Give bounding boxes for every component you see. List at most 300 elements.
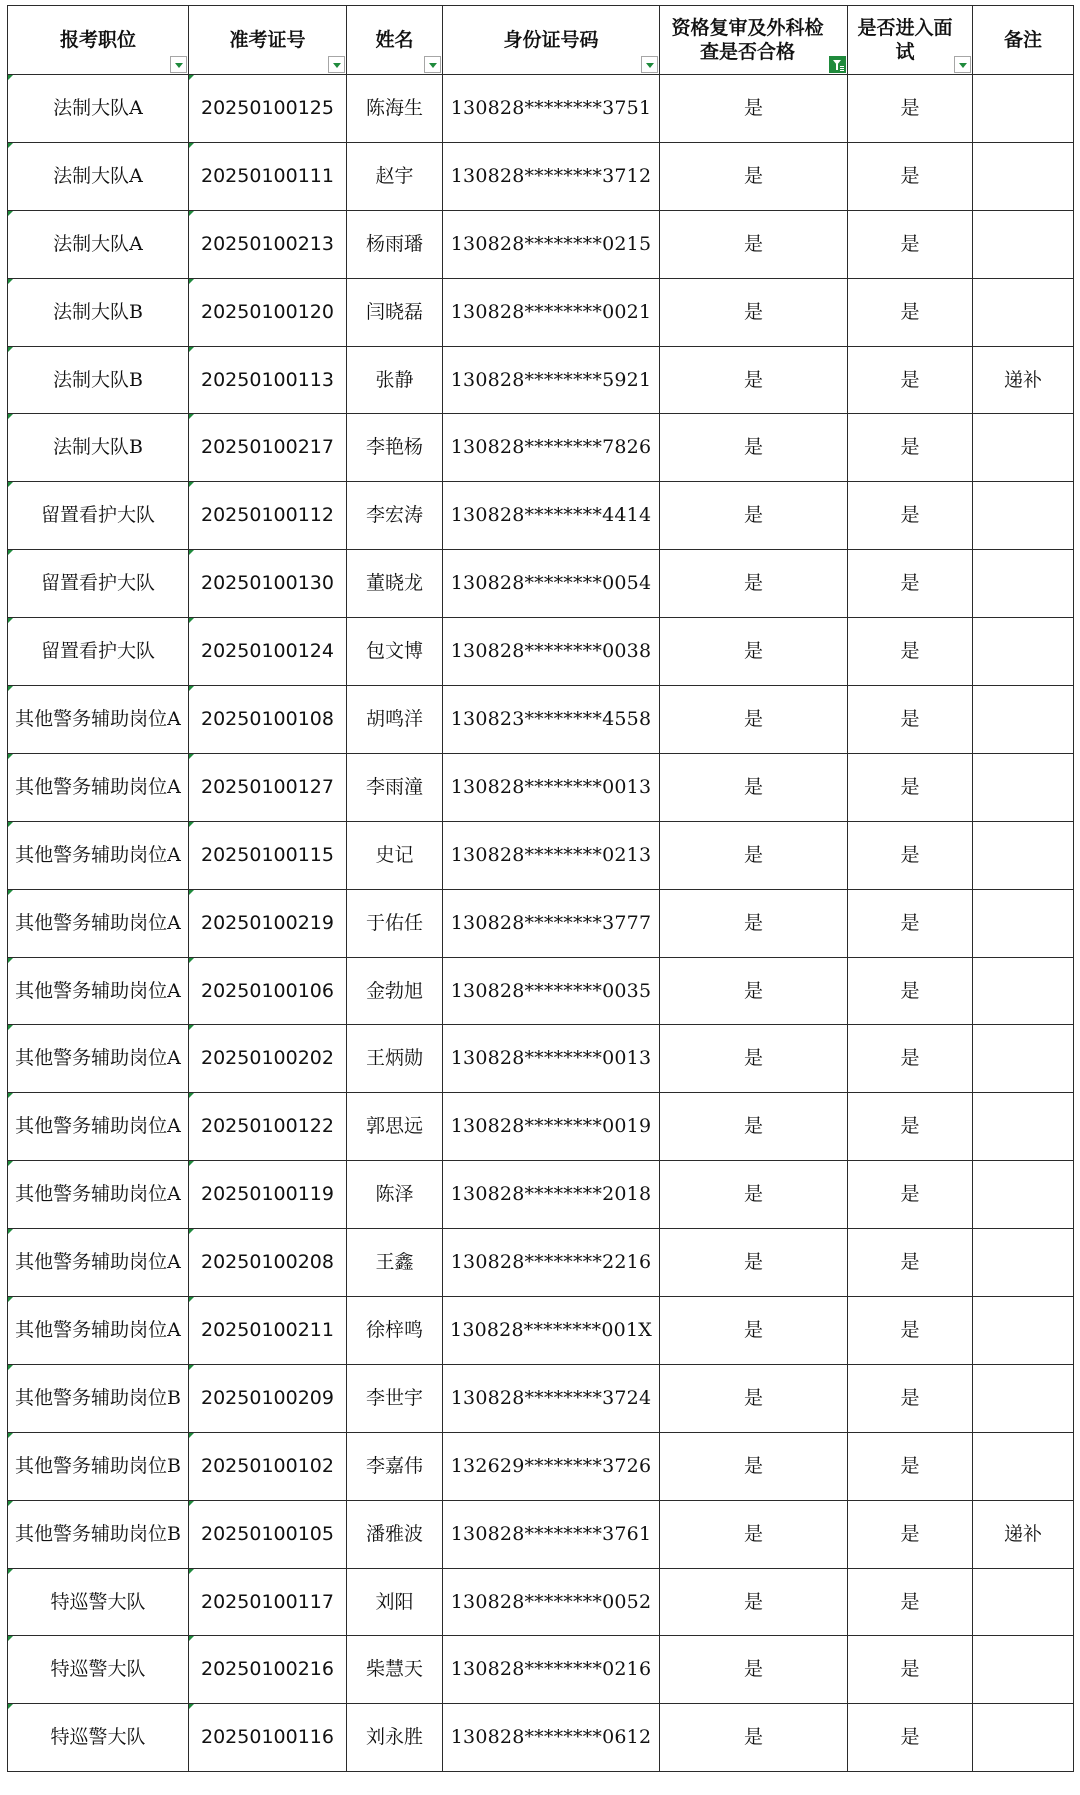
cell-id-no-text: 130828********0216 <box>450 1658 652 1681</box>
cell-qualified-text: 是 <box>743 775 763 798</box>
cell-name[interactable] <box>347 1568 443 1636</box>
cell-post[interactable] <box>8 1500 189 1568</box>
spreadsheet <box>7 5 1073 1791</box>
cell-name[interactable] <box>347 1297 443 1365</box>
cell-note[interactable] <box>973 1364 1074 1432</box>
cell-interview[interactable] <box>848 482 973 550</box>
filter-active-icon[interactable] <box>829 56 846 73</box>
cell-interview[interactable] <box>848 957 973 1025</box>
cell-name[interactable] <box>347 957 443 1025</box>
cell-qualified-text: 是 <box>743 300 763 323</box>
cell-post-text: 法制大队A <box>53 164 143 187</box>
error-indicator-icon <box>8 1161 13 1166</box>
cell-id-no-text: 130828********0021 <box>450 300 652 323</box>
cell-exam-no-text: 20250100113 <box>201 368 334 391</box>
cell-id-no-text: 130828********001X <box>450 1318 652 1341</box>
cell-name-text: 陈海生 <box>365 96 423 119</box>
cell-post[interactable] <box>8 1297 189 1365</box>
error-indicator-icon <box>189 1297 194 1302</box>
header-id-no-label: 身份证号码 <box>503 29 599 51</box>
cell-name[interactable] <box>347 414 443 482</box>
cell-name[interactable] <box>347 1704 443 1772</box>
cell-post[interactable] <box>8 1025 189 1093</box>
cell-post[interactable] <box>8 1364 189 1432</box>
cell-exam-no-text: 20250100213 <box>201 232 334 255</box>
cell-post[interactable] <box>8 1432 189 1500</box>
cell-note[interactable] <box>973 278 1074 346</box>
cell-post[interactable] <box>8 821 189 889</box>
cell-post[interactable] <box>8 686 189 754</box>
cell-note[interactable] <box>973 1704 1074 1772</box>
header-exam-no-label: 准考证号 <box>229 29 306 51</box>
cell-exam-no[interactable] <box>189 686 347 754</box>
cell-name-text: 张静 <box>375 368 414 391</box>
cell-interview[interactable] <box>848 1636 973 1704</box>
cell-note[interactable] <box>973 889 1074 957</box>
cell-post[interactable] <box>8 1568 189 1636</box>
cell-name-text: 赵宇 <box>375 164 414 187</box>
table-row <box>8 210 1074 278</box>
cell-exam-no-text: 20250100127 <box>201 775 334 798</box>
cell-interview-text: 是 <box>900 1726 920 1749</box>
cell-id-no[interactable] <box>443 210 660 278</box>
cell-exam-no-text: 20250100120 <box>201 300 334 323</box>
cell-interview[interactable] <box>848 1364 973 1432</box>
table-row <box>8 957 1074 1025</box>
cell-interview[interactable] <box>848 414 973 482</box>
cell-interview[interactable] <box>848 1500 973 1568</box>
cell-exam-no[interactable] <box>189 753 347 821</box>
error-indicator-icon <box>189 686 194 691</box>
cell-exam-no[interactable] <box>189 1229 347 1297</box>
cell-interview[interactable] <box>848 821 973 889</box>
cell-exam-no[interactable] <box>189 1568 347 1636</box>
cell-note[interactable] <box>973 1025 1074 1093</box>
cell-exam-no[interactable] <box>189 346 347 414</box>
cell-name-text: 柴慧天 <box>365 1658 423 1681</box>
cell-id-no[interactable] <box>443 1432 660 1500</box>
cell-post-text: 其他警务辅助岗位A <box>15 979 181 1002</box>
cell-id-no[interactable] <box>443 414 660 482</box>
cell-id-no-text: 130828********4414 <box>450 504 652 527</box>
cell-id-no-text: 130828********0054 <box>450 572 652 595</box>
cell-name[interactable] <box>347 686 443 754</box>
cell-qualified[interactable] <box>660 957 848 1025</box>
cell-note[interactable] <box>973 821 1074 889</box>
cell-qualified[interactable] <box>660 346 848 414</box>
cell-qualified[interactable] <box>660 686 848 754</box>
cell-qualified[interactable] <box>660 278 848 346</box>
cell-note[interactable] <box>973 142 1074 210</box>
cell-post-text: 特巡警大队 <box>50 1658 146 1681</box>
table-row <box>8 1364 1074 1432</box>
cell-interview-text: 是 <box>900 436 920 459</box>
cell-qualified-text: 是 <box>743 1726 763 1749</box>
cell-qualified[interactable] <box>660 1093 848 1161</box>
cell-exam-no-text: 20250100102 <box>201 1454 334 1477</box>
cell-qualified[interactable] <box>660 1432 848 1500</box>
cell-interview[interactable] <box>848 1297 973 1365</box>
cell-interview-text: 是 <box>900 1658 920 1681</box>
cell-exam-no-text: 20250100209 <box>201 1386 334 1409</box>
cell-post[interactable] <box>8 210 189 278</box>
cell-name-text: 陈泽 <box>375 1183 414 1206</box>
candidate-table <box>7 5 1074 1772</box>
cell-id-no[interactable] <box>443 1568 660 1636</box>
cell-name[interactable] <box>347 618 443 686</box>
filter-dropdown-icon[interactable] <box>424 56 441 73</box>
cell-id-no[interactable] <box>443 821 660 889</box>
cell-exam-no[interactable] <box>189 1500 347 1568</box>
table-row <box>8 618 1074 686</box>
cell-note[interactable] <box>973 957 1074 1025</box>
cell-id-no-text: 130828********0612 <box>450 1726 652 1749</box>
cell-name[interactable] <box>347 550 443 618</box>
cell-exam-no[interactable] <box>189 75 347 143</box>
cell-post[interactable] <box>8 889 189 957</box>
cell-id-no[interactable] <box>443 1161 660 1229</box>
cell-note-text: 递补 <box>1003 368 1042 391</box>
error-indicator-icon <box>8 414 13 419</box>
cell-note[interactable] <box>973 75 1074 143</box>
cell-interview-text: 是 <box>900 1386 920 1409</box>
cell-id-no-text: 132629********3726 <box>450 1454 652 1477</box>
table-row <box>8 1229 1074 1297</box>
cell-id-no[interactable] <box>443 1229 660 1297</box>
cell-post[interactable] <box>8 957 189 1025</box>
cell-post[interactable] <box>8 142 189 210</box>
cell-name[interactable] <box>347 482 443 550</box>
cell-note[interactable] <box>973 482 1074 550</box>
cell-name[interactable] <box>347 1161 443 1229</box>
error-indicator-icon <box>8 1636 13 1641</box>
cell-id-no[interactable] <box>443 1704 660 1772</box>
error-indicator-icon <box>189 1636 194 1641</box>
cell-name[interactable] <box>347 889 443 957</box>
error-indicator-icon <box>8 958 13 963</box>
cell-note[interactable] <box>973 1568 1074 1636</box>
cell-id-no[interactable] <box>443 1297 660 1365</box>
cell-id-no[interactable] <box>443 1025 660 1093</box>
error-indicator-icon <box>189 958 194 963</box>
table-body <box>8 75 1074 1772</box>
cell-qualified-text: 是 <box>743 1658 763 1681</box>
error-indicator-icon <box>8 75 13 80</box>
cell-note[interactable] <box>973 346 1074 414</box>
cell-post[interactable] <box>8 482 189 550</box>
cell-qualified[interactable] <box>660 618 848 686</box>
cell-name[interactable] <box>347 1025 443 1093</box>
cell-exam-no-text: 20250100216 <box>201 1658 334 1681</box>
cell-note[interactable] <box>973 210 1074 278</box>
cell-exam-no-text: 20250100116 <box>201 1726 334 1749</box>
header-post <box>8 6 189 75</box>
error-indicator-icon <box>189 754 194 759</box>
cell-name[interactable] <box>347 210 443 278</box>
cell-name-text: 于佑任 <box>365 911 423 934</box>
cell-exam-no[interactable] <box>189 821 347 889</box>
cell-qualified[interactable] <box>660 821 848 889</box>
cell-note[interactable] <box>973 550 1074 618</box>
cell-note[interactable] <box>973 1093 1074 1161</box>
cell-post-text: 法制大队B <box>53 300 143 323</box>
cell-exam-no[interactable] <box>189 210 347 278</box>
cell-post[interactable] <box>8 1161 189 1229</box>
cell-id-no[interactable] <box>443 957 660 1025</box>
table-row <box>8 1568 1074 1636</box>
cell-exam-no[interactable] <box>189 1364 347 1432</box>
cell-exam-no-text: 20250100219 <box>201 911 334 934</box>
cell-qualified[interactable] <box>660 1704 848 1772</box>
cell-exam-no[interactable] <box>189 889 347 957</box>
cell-id-no-text: 130828********2216 <box>450 1251 652 1274</box>
cell-exam-no[interactable] <box>189 1093 347 1161</box>
cell-name-text: 包文博 <box>365 640 423 663</box>
cell-name[interactable] <box>347 1500 443 1568</box>
cell-post[interactable] <box>8 618 189 686</box>
cell-interview[interactable] <box>848 75 973 143</box>
cell-exam-no[interactable] <box>189 550 347 618</box>
cell-interview[interactable] <box>848 618 973 686</box>
cell-exam-no[interactable] <box>189 1432 347 1500</box>
cell-id-no[interactable] <box>443 1636 660 1704</box>
cell-post[interactable] <box>8 414 189 482</box>
cell-qualified[interactable] <box>660 550 848 618</box>
cell-post-text: 其他警务辅助岗位A <box>15 775 181 798</box>
cell-exam-no-text: 20250100217 <box>201 436 334 459</box>
cell-interview-text: 是 <box>900 843 920 866</box>
cell-post[interactable] <box>8 278 189 346</box>
cell-name-text: 闫晓磊 <box>365 300 423 323</box>
cell-interview[interactable] <box>848 753 973 821</box>
header-exam-no <box>189 6 347 75</box>
cell-interview[interactable] <box>848 1568 973 1636</box>
cell-interview[interactable] <box>848 1025 973 1093</box>
cell-qualified[interactable] <box>660 75 848 143</box>
cell-note[interactable] <box>973 1432 1074 1500</box>
cell-note[interactable] <box>973 1500 1074 1568</box>
cell-id-no-text: 130828********0052 <box>450 1590 652 1613</box>
cell-id-no-text: 130828********0019 <box>450 1115 652 1138</box>
cell-interview-text: 是 <box>900 1454 920 1477</box>
cell-note[interactable] <box>973 753 1074 821</box>
cell-name-text: 李宏涛 <box>365 504 423 527</box>
cell-id-no-text: 130823********4558 <box>450 707 652 730</box>
header-name-label: 姓名 <box>375 29 414 51</box>
cell-name[interactable] <box>347 1432 443 1500</box>
cell-id-no[interactable] <box>443 75 660 143</box>
cell-interview[interactable] <box>848 1093 973 1161</box>
cell-interview[interactable] <box>848 210 973 278</box>
cell-interview[interactable] <box>848 1704 973 1772</box>
cell-exam-no[interactable] <box>189 1025 347 1093</box>
cell-interview-text: 是 <box>900 164 920 187</box>
cell-name-text: 史记 <box>375 843 414 866</box>
cell-id-no-text: 130828********3724 <box>450 1386 652 1409</box>
cell-name-text: 王鑫 <box>375 1251 414 1274</box>
cell-qualified-text: 是 <box>743 979 763 1002</box>
cell-id-no-text: 130828********2018 <box>450 1183 652 1206</box>
cell-interview[interactable] <box>848 1432 973 1500</box>
cell-note[interactable] <box>973 686 1074 754</box>
cell-exam-no[interactable] <box>189 1704 347 1772</box>
cell-qualified-text: 是 <box>743 640 763 663</box>
cell-note[interactable] <box>973 414 1074 482</box>
cell-id-no[interactable] <box>443 1364 660 1432</box>
cell-post[interactable] <box>8 1704 189 1772</box>
cell-qualified[interactable] <box>660 142 848 210</box>
cell-post[interactable] <box>8 753 189 821</box>
cell-id-no[interactable] <box>443 618 660 686</box>
error-indicator-icon <box>189 1501 194 1506</box>
cell-name-text: 胡鸣洋 <box>365 707 423 730</box>
cell-qualified[interactable] <box>660 889 848 957</box>
cell-exam-no-text: 20250100122 <box>201 1115 334 1138</box>
cell-post[interactable] <box>8 1229 189 1297</box>
filter-dropdown-icon[interactable] <box>954 56 971 73</box>
table-row <box>8 1432 1074 1500</box>
cell-id-no-text: 130828********5921 <box>450 368 652 391</box>
cell-name[interactable] <box>347 1364 443 1432</box>
cell-post[interactable] <box>8 1093 189 1161</box>
cell-qualified[interactable] <box>660 1636 848 1704</box>
table-row <box>8 686 1074 754</box>
error-indicator-icon <box>8 279 13 284</box>
cell-interview[interactable] <box>848 686 973 754</box>
cell-qualified-text: 是 <box>743 911 763 934</box>
header-qualified-label: 资格复审及外科检查是否合格 <box>671 17 824 63</box>
cell-id-no[interactable] <box>443 550 660 618</box>
cell-exam-no[interactable] <box>189 1636 347 1704</box>
filter-dropdown-icon[interactable] <box>641 56 658 73</box>
cell-qualified-text: 是 <box>743 96 763 119</box>
cell-exam-no[interactable] <box>189 482 347 550</box>
cell-interview[interactable] <box>848 1229 973 1297</box>
cell-post[interactable] <box>8 346 189 414</box>
cell-id-no[interactable] <box>443 1093 660 1161</box>
cell-interview-text: 是 <box>900 979 920 1002</box>
cell-id-no-text: 130828********0013 <box>450 775 652 798</box>
cell-exam-no[interactable] <box>189 278 347 346</box>
cell-name[interactable] <box>347 1636 443 1704</box>
cell-exam-no[interactable] <box>189 957 347 1025</box>
cell-name[interactable] <box>347 821 443 889</box>
cell-exam-no[interactable] <box>189 618 347 686</box>
error-indicator-icon <box>8 822 13 827</box>
cell-exam-no-text: 20250100115 <box>201 843 334 866</box>
cell-qualified[interactable] <box>660 1161 848 1229</box>
error-indicator-icon <box>8 686 13 691</box>
cell-id-no[interactable] <box>443 1500 660 1568</box>
error-indicator-icon <box>189 1161 194 1166</box>
cell-exam-no[interactable] <box>189 142 347 210</box>
cell-name-text: 刘永胜 <box>365 1726 423 1749</box>
cell-qualified[interactable] <box>660 1229 848 1297</box>
table-row <box>8 1636 1074 1704</box>
cell-qualified[interactable] <box>660 1500 848 1568</box>
cell-note[interactable] <box>973 1229 1074 1297</box>
cell-interview[interactable] <box>848 550 973 618</box>
cell-note[interactable] <box>973 618 1074 686</box>
cell-interview[interactable] <box>848 142 973 210</box>
cell-interview-text: 是 <box>900 1251 920 1274</box>
cell-id-no[interactable] <box>443 482 660 550</box>
cell-name[interactable] <box>347 753 443 821</box>
header-id-no <box>443 6 660 75</box>
cell-note[interactable] <box>973 1297 1074 1365</box>
error-indicator-icon <box>189 75 194 80</box>
table-row <box>8 278 1074 346</box>
cell-interview[interactable] <box>848 346 973 414</box>
header-interview-label: 是否进入面试 <box>857 17 953 63</box>
cell-post-text: 法制大队A <box>53 96 143 119</box>
cell-note[interactable] <box>973 1636 1074 1704</box>
cell-qualified-text: 是 <box>743 1251 763 1274</box>
cell-qualified[interactable] <box>660 1025 848 1093</box>
error-indicator-icon <box>189 890 194 895</box>
error-indicator-icon <box>189 279 194 284</box>
error-indicator-icon <box>189 618 194 623</box>
cell-qualified[interactable] <box>660 1297 848 1365</box>
cell-interview[interactable] <box>848 1161 973 1229</box>
cell-qualified-text: 是 <box>743 572 763 595</box>
cell-note[interactable] <box>973 1161 1074 1229</box>
cell-interview[interactable] <box>848 889 973 957</box>
cell-qualified[interactable] <box>660 482 848 550</box>
cell-id-no[interactable] <box>443 346 660 414</box>
filter-dropdown-icon[interactable] <box>328 56 345 73</box>
cell-name[interactable] <box>347 75 443 143</box>
cell-id-no[interactable] <box>443 889 660 957</box>
cell-name[interactable] <box>347 1093 443 1161</box>
error-indicator-icon <box>189 1093 194 1098</box>
cell-interview[interactable] <box>848 278 973 346</box>
cell-exam-no[interactable] <box>189 414 347 482</box>
cell-qualified[interactable] <box>660 753 848 821</box>
cell-name[interactable] <box>347 1229 443 1297</box>
cell-qualified[interactable] <box>660 414 848 482</box>
cell-post[interactable] <box>8 75 189 143</box>
cell-id-no-text: 130828********3777 <box>450 911 652 934</box>
cell-id-no-text: 130828********0038 <box>450 640 652 663</box>
cell-id-no[interactable] <box>443 278 660 346</box>
error-indicator-icon <box>189 143 194 148</box>
error-indicator-icon <box>8 143 13 148</box>
cell-id-no[interactable] <box>443 753 660 821</box>
cell-exam-no[interactable] <box>189 1297 347 1365</box>
cell-name[interactable] <box>347 346 443 414</box>
filter-dropdown-icon[interactable] <box>170 56 187 73</box>
cell-qualified[interactable] <box>660 210 848 278</box>
cell-qualified-text: 是 <box>743 1183 763 1206</box>
cell-post-text: 法制大队A <box>53 232 143 255</box>
cell-exam-no[interactable] <box>189 1161 347 1229</box>
cell-name[interactable] <box>347 278 443 346</box>
error-indicator-icon <box>8 1025 13 1030</box>
cell-interview-text: 是 <box>900 775 920 798</box>
table-row <box>8 346 1074 414</box>
cell-exam-no-text: 20250100208 <box>201 1251 334 1274</box>
cell-id-no[interactable] <box>443 686 660 754</box>
cell-name-text: 李雨潼 <box>365 775 423 798</box>
cell-qualified[interactable] <box>660 1364 848 1432</box>
cell-exam-no-text: 20250100125 <box>201 96 334 119</box>
cell-qualified[interactable] <box>660 1568 848 1636</box>
cell-post[interactable] <box>8 550 189 618</box>
cell-name[interactable] <box>347 142 443 210</box>
cell-post[interactable] <box>8 1636 189 1704</box>
cell-id-no[interactable] <box>443 142 660 210</box>
